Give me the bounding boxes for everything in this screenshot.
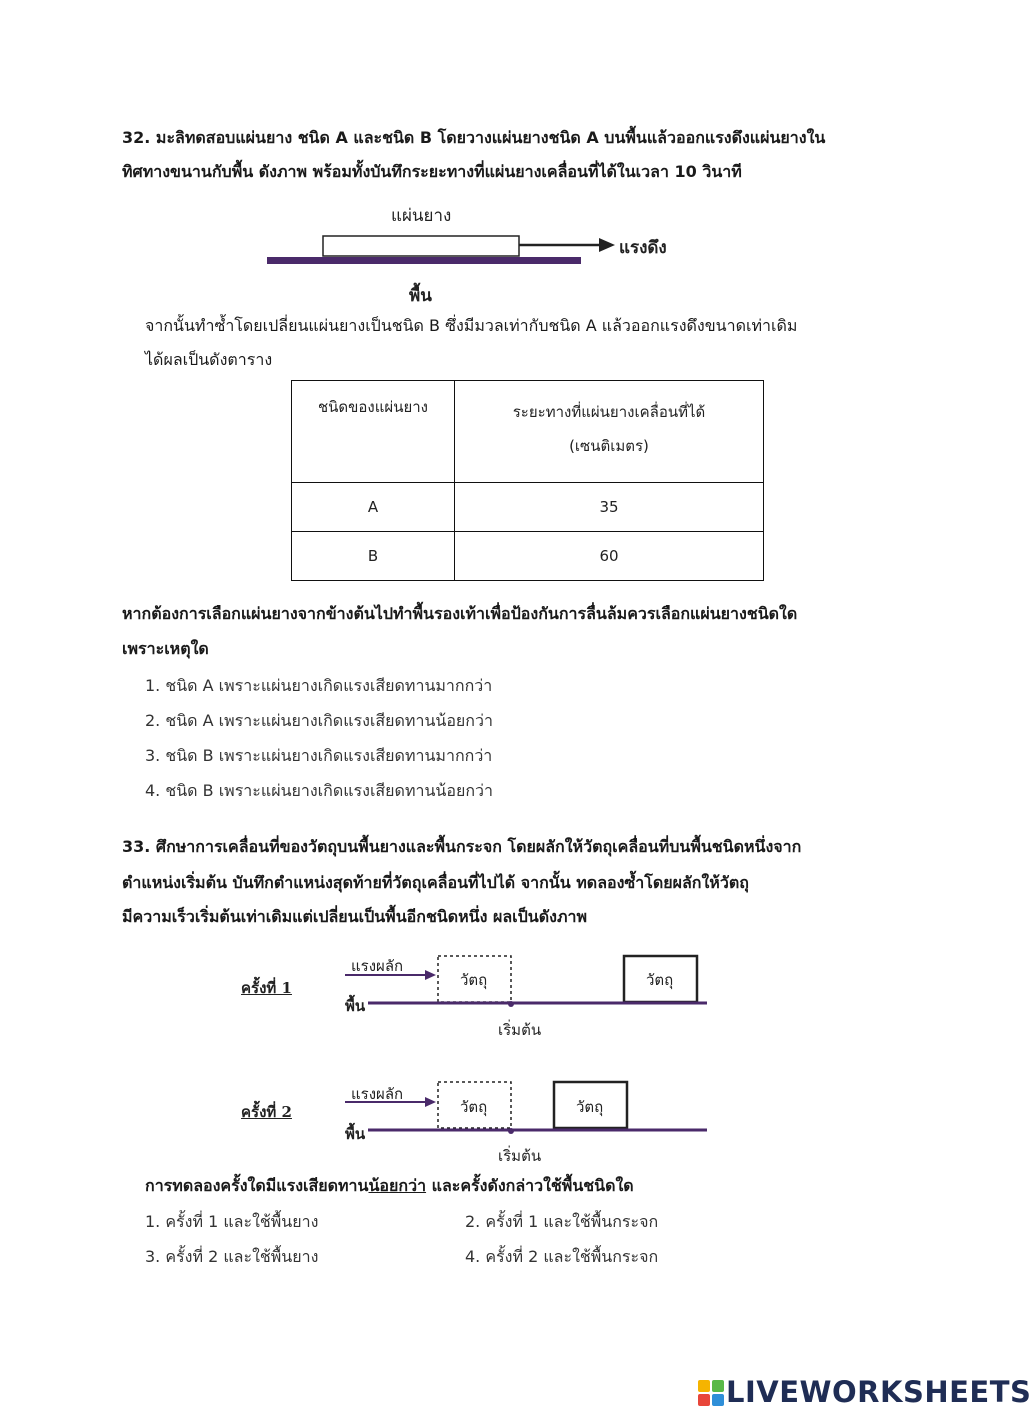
table-row [292,532,764,581]
q33-question-underlined: น้อยกว่า [368,1176,427,1195]
q32-para-line2: ได้ผลเป็นดังตาราง [145,350,273,369]
trial2-push-arrowhead-icon [425,1097,436,1107]
q33-option-4[interactable]: 4. ครั้งที่ 2 และใช้พื้นกระจก [465,1247,659,1266]
row-a-type: A [292,483,455,532]
trial1-start-point [508,1001,514,1007]
floor-bar [267,257,581,264]
q32-text-line2: ทิศทางขนานกับพื้น ดังภาพ พร้อมทั้งบันทึกระยะทางที่แผ่นยางเคลื่อนที่ได้ในเวลา 10 วินาที [122,162,742,181]
trial2-floor-label: พื้น [345,1125,366,1143]
trial2-push-label: แรงผลัก [351,1085,404,1103]
q33-question-suffix: และครั้งดังกล่าวใช้พื้นชนิดใด [426,1176,634,1195]
q32-text-line1: 32. มะลิทดสอบแผ่นยาง ชนิด A และชนิด B โดยวางแผ่นยางชนิด A บนพื้นแล้วออกแรงดึงแผ่นยางใน [122,128,826,147]
trial2-start-label: เริ่มต้น [498,1147,542,1165]
trial2-label: ครั้งที่ 2 [241,1103,292,1121]
table-row [292,483,764,532]
row-a-distance: 35 [455,483,764,532]
liveworksheets-logo [698,1375,1031,1412]
q32-para-line1: จากนั้นทำซ้ำโดยเปลี่ยนแผ่นยางเป็นชนิด B ซึ่งมีมวลเท่ากับชนิด A แล้วออกแรงดึงขนาดเท่าเดิม [145,316,798,335]
trial2-object-end-label: วัตถุ [576,1098,604,1116]
trial1-drawing [235,948,715,1043]
header-distance [455,381,764,483]
liveworksheets-logo-icon [698,1380,724,1408]
q33-question [145,1169,634,1203]
trial1-push-label: แรงผลัก [351,957,404,975]
trial1-label: ครั้งที่ 1 [241,979,292,997]
q32-option-2[interactable]: 2. ชนิด A เพราะแผ่นยางเกิดแรงเสียดทานน้อยกว่า [145,711,493,730]
q33-text-line2: ตำแหน่งเริ่มต้น บันทึกตำแหน่งสุดท้ายที่วัตถุเคลื่อนที่ไปได้ จากนั้น ทดลองซ้ำโดยผลักให้วัตถุ [122,873,749,892]
rubber-sheet [323,236,519,256]
sheet-label: แผ่นยาง [391,206,452,226]
trial1-object-end-label: วัตถุ [646,971,674,989]
q32-question-line1: หากต้องการเลือกแผ่นยางจากข้างต้นไปทำพื้นรองเท้าเพื่อป้องกันการลื่นล้มควรเลือกแผ่นยางชนิดใด [122,604,798,623]
q33-option-2[interactable]: 2. ครั้งที่ 1 และใช้พื้นกระจก [465,1212,659,1231]
header-distance-unit: (เซนติเมตร) [569,437,649,455]
header-distance-line1: ระยะทางที่แผ่นยางเคลื่อนที่ได้ [512,403,706,421]
q32-option-3[interactable]: 3. ชนิด B เพราะแผ่นยางเกิดแรงเสียดทานมากกว่า [145,746,493,765]
q33-question-prefix: การทดลองครั้งใดมีแรงเสียดทาน [145,1176,369,1195]
trial2-drawing [235,1074,715,1169]
q32-option-4[interactable]: 4. ชนิด B เพราะแผ่นยางเกิดแรงเสียดทานน้อยกว่า [145,781,493,800]
q33-text-line1: 33. ศึกษาการเคลื่อนที่ของวัตถุบนพื้นยางและพื้นกระจก โดยผลักให้วัตถุเคลื่อนที่บนพื้นชนิดหนึ่งจาก [122,837,802,856]
pull-arrowhead-icon [599,238,615,252]
q33-text-line3: มีความเร็วเริ่มต้นเท่าเดิมแต่เปลี่ยนเป็นพื้นอีกชนิดหนึ่ง ผลเป็นดังภาพ [122,907,588,926]
q33-figure-trial1 [235,948,715,1043]
trial2-object-start-label: วัตถุ [460,1098,488,1116]
results-table [291,380,764,581]
header-rubber-type: ชนิดของแผ่นยาง [292,381,455,483]
trial2-start-point [508,1128,514,1134]
liveworksheets-brand: LIVEWORKSHEETS [726,1375,1031,1409]
q32-question-line2: เพราะเหตุใด [122,639,209,658]
table-header-row [292,381,764,483]
trial1-push-arrowhead-icon [425,970,436,980]
pull-label: แรงดึง [619,238,667,258]
trial1-object-start-label: วัตถุ [460,971,488,989]
trial1-start-label: เริ่มต้น [498,1021,542,1039]
q33-option-1[interactable]: 1. ครั้งที่ 1 และใช้พื้นยาง [145,1212,319,1231]
q33-figure-trial2 [235,1074,715,1169]
q32-option-1[interactable]: 1. ชนิด A เพราะแผ่นยางเกิดแรงเสียดทานมากกว่า [145,676,493,695]
row-b-type: B [292,532,455,581]
trial1-floor-label: พื้น [345,997,366,1015]
floor-label: พื้น [409,286,432,306]
q32-figure [265,200,685,305]
q33-option-3[interactable]: 3. ครั้งที่ 2 และใช้พื้นยาง [145,1247,319,1266]
row-b-distance: 60 [455,532,764,581]
